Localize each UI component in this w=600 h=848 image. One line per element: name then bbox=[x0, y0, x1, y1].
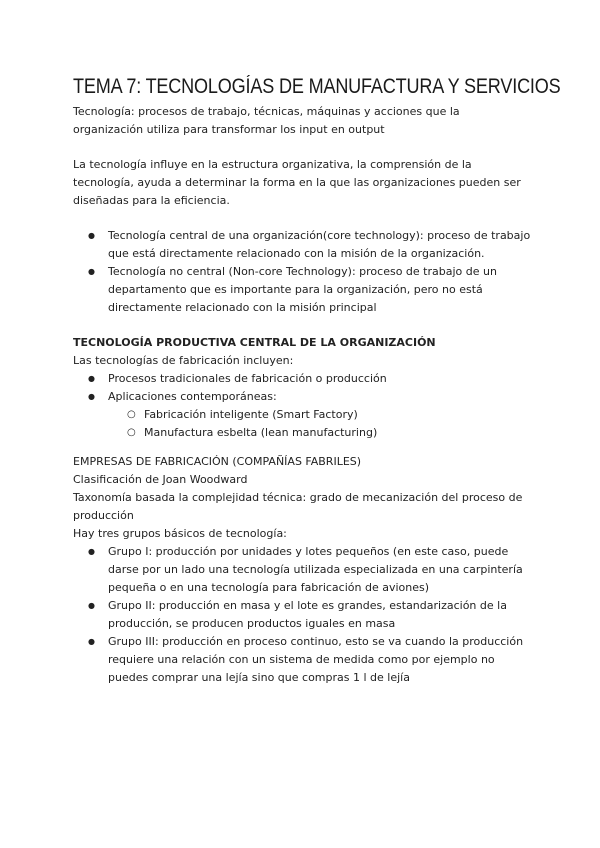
spacer bbox=[73, 442, 533, 453]
spacer bbox=[73, 139, 533, 156]
intro-paragraph: Tecnología: procesos de trabajo, técnicas, máquinas y acciones que la organización utiliza para transformar los input en output bbox=[73, 105, 460, 136]
list-item: ● Grupo I: producción por unidades y lotes pequeños (en este caso, puede darse por un lado una tecnología utilizada especializada en una carpintería pequeña o en una tecnología para fabricación de aviones) bbox=[73, 543, 533, 597]
section-lead: Las tecnologías de fabricación incluyen: bbox=[73, 354, 294, 367]
list-item: ○ Fabricación inteligente (Smart Factory) bbox=[73, 406, 533, 424]
document-body bbox=[73, 74, 561, 687]
list-item: ● Procesos tradicionales de fabricación o producción bbox=[73, 370, 533, 388]
list-item: ● Aplicaciones contemporáneas: bbox=[73, 388, 533, 406]
technology-groups-list bbox=[73, 543, 533, 687]
influence-paragraph: La tecnología influye en la estructura organizativa, la comprensión de la tecnología, ayuda a determinar la forma en la que las organizaciones pueden ser diseñadas para la eficiencia. bbox=[73, 158, 521, 207]
manufacturing-tech-list bbox=[73, 370, 533, 406]
taxonomy-paragraph: Taxonomía basada la complejidad técnica: grado de mecanización del proceso de producción bbox=[73, 491, 523, 522]
list-item: ● Tecnología central de una organización(core technology): proceso de trabajo que está directamente relacionado con la misión de la organización. bbox=[73, 227, 533, 263]
woodward-classification: Clasificación de Joan Woodward bbox=[73, 473, 248, 486]
list-item: ○ Manufactura esbelta (lean manufacturing) bbox=[73, 424, 533, 442]
page-title: TEMA 7: TECNOLOGÍAS DE MANUFACTURA Y SERVICIOS bbox=[73, 75, 561, 98]
groups-lead: Hay tres grupos básicos de tecnología: bbox=[73, 527, 287, 540]
spacer bbox=[73, 317, 533, 334]
list-item: ● Tecnología no central (Non-core Technology): proceso de trabajo de un departamento que es importante para la organización, pero no está directamente relacionado con la misión principal bbox=[73, 263, 533, 317]
section-heading-productive-tech: TECNOLOGÍA PRODUCTIVA CENTRAL DE LA ORGANIZACIÓN bbox=[73, 336, 436, 349]
list-item: ● Grupo II: producción en masa y el lote es grandes, estandarización de la producción, se producen productos iguales en masa bbox=[73, 597, 533, 633]
spacer bbox=[73, 210, 533, 227]
list-item: ● Grupo III: producción en proceso continuo, esto se va cuando la producción requiere una relación con un sistema de medida como por ejemplo no puedes comprar una lejía sino que compras 1 l de lejía bbox=[73, 633, 533, 687]
section-heading-factories: EMPRESAS DE FABRICACIÓN (COMPAÑÍAS FABRILES) bbox=[73, 455, 362, 468]
tech-type-list bbox=[73, 227, 533, 317]
contemporary-apps-list bbox=[73, 406, 533, 442]
